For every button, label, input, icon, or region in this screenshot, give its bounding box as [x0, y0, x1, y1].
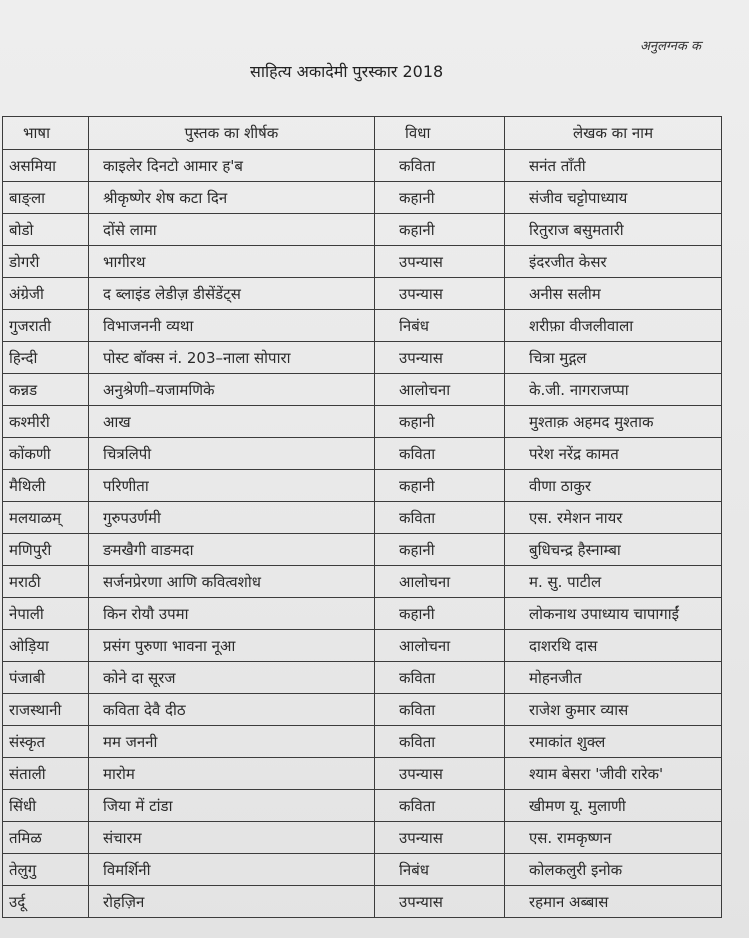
- cell-book-title: संचारम: [89, 822, 375, 854]
- cell-genre: आलोचना: [375, 630, 505, 662]
- cell-genre: उपन्यास: [375, 278, 505, 310]
- header-author: लेखक का नाम: [505, 117, 722, 150]
- cell-book-title: श्रीकृष्णेर शेष कटा दिन: [89, 182, 375, 214]
- cell-language: बोडो: [3, 214, 89, 246]
- header-book-title: पुस्तक का शीर्षक: [89, 117, 375, 150]
- cell-genre: कहानी: [375, 598, 505, 630]
- table-row: [3, 822, 722, 854]
- cell-author: खीमण यू. मुलाणी: [505, 790, 722, 822]
- table-row: [3, 630, 722, 662]
- cell-book-title: विभाजननी व्यथा: [89, 310, 375, 342]
- table-row: [3, 790, 722, 822]
- page-title: साहित्य अकादेमी पुरस्कार 2018: [250, 62, 444, 81]
- table-row: [3, 886, 722, 918]
- cell-genre: निबंध: [375, 854, 505, 886]
- table-row: [3, 662, 722, 694]
- award-table: [2, 116, 722, 918]
- cell-language: हिन्दी: [3, 342, 89, 374]
- cell-genre: कहानी: [375, 214, 505, 246]
- cell-author: इंदरजीत केसर: [505, 246, 722, 278]
- cell-language: नेपाली: [3, 598, 89, 630]
- table-row: [3, 534, 722, 566]
- cell-genre: कविता: [375, 790, 505, 822]
- cell-language: असमिया: [3, 150, 89, 182]
- cell-book-title: रोहज़िन: [89, 886, 375, 918]
- cell-genre: कहानी: [375, 534, 505, 566]
- cell-book-title: द ब्लाइंड लेडीज़ डीसेंडेंट्स: [89, 278, 375, 310]
- cell-book-title: मम जननी: [89, 726, 375, 758]
- cell-genre: निबंध: [375, 310, 505, 342]
- table-row: [3, 246, 722, 278]
- cell-genre: कविता: [375, 662, 505, 694]
- cell-language: पंजाबी: [3, 662, 89, 694]
- cell-book-title: गुरुपउर्णमी: [89, 502, 375, 534]
- header-genre: विधा: [375, 117, 505, 150]
- cell-author: अनीस सलीम: [505, 278, 722, 310]
- table-row: [3, 406, 722, 438]
- cell-author: वीणा ठाकुर: [505, 470, 722, 502]
- table-row: [3, 310, 722, 342]
- cell-book-title: कोने दा सूरज: [89, 662, 375, 694]
- cell-book-title: जिया में टांडा: [89, 790, 375, 822]
- table-row: [3, 150, 722, 182]
- cell-book-title: आख: [89, 406, 375, 438]
- cell-genre: कविता: [375, 726, 505, 758]
- cell-genre: आलोचना: [375, 374, 505, 406]
- table-row: [3, 854, 722, 886]
- cell-language: मैथिली: [3, 470, 89, 502]
- cell-language: मलयाळम्: [3, 502, 89, 534]
- cell-book-title: परिणीता: [89, 470, 375, 502]
- cell-author: संजीव चट्टोपाध्याय: [505, 182, 722, 214]
- cell-book-title: मारोम: [89, 758, 375, 790]
- cell-author: कोलकलुरी इनोक: [505, 854, 722, 886]
- cell-language: डोगरी: [3, 246, 89, 278]
- cell-book-title: दोंसे लामा: [89, 214, 375, 246]
- cell-author: परेश नरेंद्र कामत: [505, 438, 722, 470]
- cell-genre: कविता: [375, 438, 505, 470]
- table-row: [3, 566, 722, 598]
- cell-language: गुजराती: [3, 310, 89, 342]
- cell-author: एस. रमेशन नायर: [505, 502, 722, 534]
- cell-language: कोंकणी: [3, 438, 89, 470]
- cell-book-title: कविता देवै दीठ: [89, 694, 375, 726]
- cell-book-title: भागीरथ: [89, 246, 375, 278]
- table-row: [3, 214, 722, 246]
- table-row: [3, 694, 722, 726]
- cell-author: शरीफ़ा वीजलीवाला: [505, 310, 722, 342]
- table-header-row: [3, 117, 722, 150]
- cell-language: सिंधी: [3, 790, 89, 822]
- cell-book-title: सर्जनप्रेरणा आणि कवित्वशोध: [89, 566, 375, 598]
- table-row: [3, 278, 722, 310]
- table-body: [3, 150, 722, 918]
- cell-language: मणिपुरी: [3, 534, 89, 566]
- cell-genre: कहानी: [375, 182, 505, 214]
- table-row: [3, 726, 722, 758]
- cell-author: मुश्ताक़ अहमद मुश्ताक: [505, 406, 722, 438]
- cell-genre: कहानी: [375, 470, 505, 502]
- cell-language: राजस्थानी: [3, 694, 89, 726]
- cell-language: तमिळ: [3, 822, 89, 854]
- cell-author: मोहनजीत: [505, 662, 722, 694]
- cell-book-title: ङमखैगी वाङमदा: [89, 534, 375, 566]
- cell-book-title: किन रोयौ उपमा: [89, 598, 375, 630]
- cell-author: लोकनाथ उपाध्याय चापागाईं: [505, 598, 722, 630]
- table-row: [3, 470, 722, 502]
- cell-genre: उपन्यास: [375, 246, 505, 278]
- header-language: भाषा: [3, 117, 89, 150]
- cell-author: के.जी. नागराजप्पा: [505, 374, 722, 406]
- cell-genre: उपन्यास: [375, 758, 505, 790]
- cell-genre: उपन्यास: [375, 886, 505, 918]
- cell-language: कश्मीरी: [3, 406, 89, 438]
- cell-language: मराठी: [3, 566, 89, 598]
- cell-book-title: विमर्शिनी: [89, 854, 375, 886]
- cell-language: अंग्रेजी: [3, 278, 89, 310]
- cell-genre: कविता: [375, 502, 505, 534]
- cell-author: रहमान अब्बास: [505, 886, 722, 918]
- cell-author: एस. रामकृष्णन: [505, 822, 722, 854]
- cell-author: श्याम बेसरा 'जीवी रारेक': [505, 758, 722, 790]
- table-row: [3, 502, 722, 534]
- cell-genre: उपन्यास: [375, 822, 505, 854]
- cell-author: बुधिचन्द्र हैस्नाम्बा: [505, 534, 722, 566]
- cell-language: उर्दू: [3, 886, 89, 918]
- cell-book-title: काइलेर दिनटो आमार ह'ब: [89, 150, 375, 182]
- cell-language: तेलुगु: [3, 854, 89, 886]
- cell-language: ओड़िया: [3, 630, 89, 662]
- table-row: [3, 438, 722, 470]
- table-row: [3, 374, 722, 406]
- table-row: [3, 342, 722, 374]
- cell-language: संस्कृत: [3, 726, 89, 758]
- cell-language: कन्नड: [3, 374, 89, 406]
- annex-label: अनुलग्नक क: [640, 39, 701, 54]
- cell-book-title: पोस्ट बॉक्स नं. 203–नाला सोपारा: [89, 342, 375, 374]
- cell-book-title: प्रसंग पुरुणा भावना नूआ: [89, 630, 375, 662]
- table-row: [3, 758, 722, 790]
- cell-author: चित्रा मुद्गल: [505, 342, 722, 374]
- cell-author: रितुराज बसुमतारी: [505, 214, 722, 246]
- cell-book-title: चित्रलिपी: [89, 438, 375, 470]
- cell-author: सनंत ताँती: [505, 150, 722, 182]
- cell-genre: उपन्यास: [375, 342, 505, 374]
- cell-genre: कविता: [375, 150, 505, 182]
- table-row: [3, 598, 722, 630]
- cell-author: राजेश कुमार व्यास: [505, 694, 722, 726]
- cell-author: दाशरथि दास: [505, 630, 722, 662]
- cell-author: रमाकांत शुक्ल: [505, 726, 722, 758]
- cell-book-title: अनुश्रेणी–यजामणिके: [89, 374, 375, 406]
- cell-genre: कहानी: [375, 406, 505, 438]
- cell-genre: कविता: [375, 694, 505, 726]
- cell-language: संताली: [3, 758, 89, 790]
- cell-author: म. सु. पाटील: [505, 566, 722, 598]
- cell-language: बाङ्ला: [3, 182, 89, 214]
- table-row: [3, 182, 722, 214]
- cell-genre: आलोचना: [375, 566, 505, 598]
